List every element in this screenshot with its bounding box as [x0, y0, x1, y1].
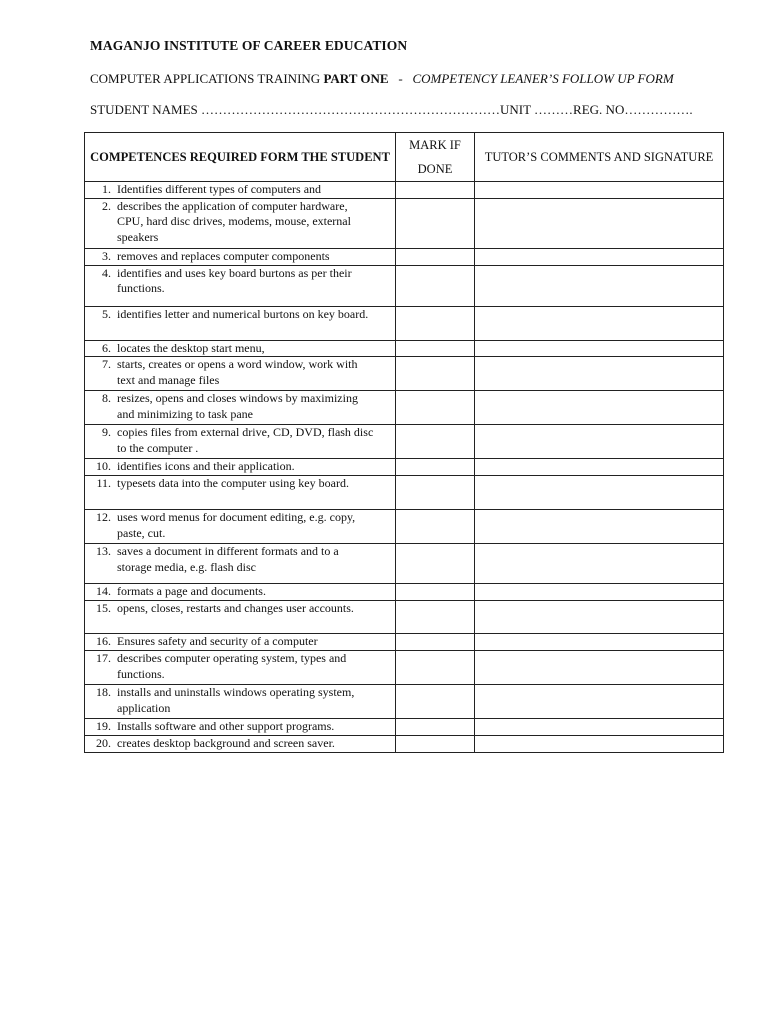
mark-if-done-cell[interactable]: [396, 735, 475, 752]
competency-table: [84, 132, 724, 753]
table-row: [85, 651, 724, 685]
table-row: [85, 425, 724, 459]
mark-if-done-cell[interactable]: [396, 510, 475, 544]
item-number: 17.: [96, 651, 111, 665]
table-header-row: [85, 133, 724, 182]
part-label: PART ONE: [323, 71, 389, 86]
table-row: [85, 340, 724, 357]
mark-if-done-cell[interactable]: [396, 476, 475, 510]
mark-if-done-cell[interactable]: [396, 248, 475, 265]
competence-cell: [85, 544, 396, 584]
competence-cell: [85, 182, 396, 199]
competence-cell: [85, 719, 396, 736]
item-number: 14.: [96, 584, 111, 598]
competence-cell: [85, 425, 396, 459]
mark-if-done-cell[interactable]: [396, 265, 475, 306]
competence-text: saves a document in different formats and to a storage media, e.g. flash disc: [117, 544, 339, 574]
competence-cell: [85, 601, 396, 634]
table-row: [85, 601, 724, 634]
item-number: 20.: [96, 735, 111, 750]
mark-if-done-cell[interactable]: [396, 198, 475, 248]
table-row: [85, 685, 724, 719]
competence-text: describes the application of computer hardware, CPU, hard disc drives, modems, mouse, external speakers: [117, 198, 351, 244]
competence-text: formats a page and documents.: [117, 584, 266, 598]
tutor-comment-cell[interactable]: [475, 544, 724, 584]
tutor-comment-cell[interactable]: [475, 719, 724, 736]
item-number: 9.: [102, 425, 111, 439]
table-row: [85, 265, 724, 306]
competence-cell: [85, 340, 396, 357]
item-number: 4.: [102, 265, 111, 280]
mark-if-done-cell[interactable]: [396, 459, 475, 476]
competence-cell: [85, 510, 396, 544]
competence-text: installs and uninstalls windows operating system, application: [117, 685, 355, 715]
table-row: [85, 391, 724, 425]
table-row: [85, 584, 724, 601]
mark-if-done-cell[interactable]: [396, 391, 475, 425]
mark-if-done-cell[interactable]: [396, 719, 475, 736]
tutor-comment-cell[interactable]: [475, 425, 724, 459]
competence-text: identifies and uses key board burtons as per their functions.: [117, 265, 352, 295]
course-line: [90, 71, 674, 87]
competence-text: identifies letter and numerical burtons on key board.: [117, 306, 369, 321]
student-line: STUDENT NAMES ……………………………………………………………UNIT ………REG. NO…………….: [90, 102, 693, 117]
item-number: 18.: [96, 685, 111, 699]
tutor-comment-cell[interactable]: [475, 182, 724, 199]
mark-if-done-cell[interactable]: [396, 601, 475, 634]
tutor-comment-cell[interactable]: [475, 340, 724, 357]
item-number: 7.: [102, 357, 111, 371]
mark-if-done-cell[interactable]: [396, 340, 475, 357]
item-number: 16.: [96, 634, 111, 648]
tutor-comment-cell[interactable]: [475, 510, 724, 544]
competence-cell: [85, 391, 396, 425]
competence-cell: [85, 198, 396, 248]
tutor-comment-cell[interactable]: [475, 248, 724, 265]
mark-if-done-cell[interactable]: [396, 544, 475, 584]
table-row: [85, 476, 724, 510]
tutor-comment-cell[interactable]: [475, 391, 724, 425]
competence-text: identifies icons and their application.: [117, 459, 295, 473]
competence-text: creates desktop background and screen saver.: [117, 735, 335, 750]
table-row: [85, 198, 724, 248]
competence-text: starts, creates or opens a word window, work with text and manage files: [117, 357, 358, 387]
competence-text: locates the desktop start menu,: [117, 340, 265, 355]
table-row: [85, 735, 724, 752]
item-number: 19.: [96, 719, 111, 733]
competence-cell: [85, 357, 396, 391]
table-row: [85, 634, 724, 651]
item-number: 13.: [96, 544, 111, 558]
tutor-comment-cell[interactable]: [475, 651, 724, 685]
tutor-comment-cell[interactable]: [475, 357, 724, 391]
competence-cell: [85, 685, 396, 719]
table-row: [85, 306, 724, 340]
competence-cell: [85, 476, 396, 510]
tutor-comment-cell[interactable]: [475, 476, 724, 510]
tutor-comment-cell[interactable]: [475, 584, 724, 601]
mark-if-done-cell[interactable]: [396, 306, 475, 340]
competence-cell: [85, 634, 396, 651]
competence-text: resizes, opens and closes windows by maximizing and minimizing to task pane: [117, 391, 358, 421]
tutor-comment-cell[interactable]: [475, 459, 724, 476]
item-number: 5.: [102, 306, 111, 321]
header-tutor-comments: TUTOR’S COMMENTS AND SIGNATURE: [475, 133, 724, 182]
mark-if-done-cell[interactable]: [396, 685, 475, 719]
tutor-comment-cell[interactable]: [475, 265, 724, 306]
item-number: 11.: [96, 476, 111, 490]
item-number: 15.: [96, 601, 111, 615]
item-number: 2.: [102, 198, 111, 213]
tutor-comment-cell[interactable]: [475, 634, 724, 651]
form-name: COMPETENCY LEANER’S FOLLOW UP FORM: [412, 71, 674, 86]
competence-text: describes computer operating system, types and functions.: [117, 651, 347, 681]
competence-cell: [85, 651, 396, 685]
table-row: [85, 248, 724, 265]
institute-title: MAGANJO INSTITUTE OF CAREER EDUCATION: [90, 38, 408, 53]
table-row: [85, 357, 724, 391]
item-number: 3.: [102, 248, 111, 263]
item-number: 10.: [96, 459, 111, 473]
competence-cell: [85, 459, 396, 476]
tutor-comment-cell[interactable]: [475, 685, 724, 719]
item-number: 1.: [102, 182, 111, 196]
competence-cell: [85, 248, 396, 265]
tutor-comment-cell[interactable]: [475, 306, 724, 340]
dash-separator: -: [391, 71, 410, 86]
course-prefix: COMPUTER APPLICATIONS TRAINING: [90, 71, 324, 86]
competence-text: Installs software and other support programs.: [117, 719, 335, 733]
competence-text: opens, closes, restarts and changes user accounts.: [117, 601, 354, 615]
item-number: 12.: [96, 510, 111, 524]
competence-text: Identifies different types of computers and: [117, 182, 322, 196]
mark-if-done-cell[interactable]: [396, 425, 475, 459]
mark-if-done-cell[interactable]: [396, 182, 475, 199]
competence-text: typesets data into the computer using key board.: [117, 476, 349, 490]
competence-cell: [85, 306, 396, 340]
tutor-comment-cell[interactable]: [475, 198, 724, 248]
mark-if-done-cell[interactable]: [396, 357, 475, 391]
mark-if-done-cell[interactable]: [396, 634, 475, 651]
table-row: [85, 544, 724, 584]
table-row: [85, 182, 724, 199]
tutor-comment-cell[interactable]: [475, 735, 724, 752]
table-row: [85, 459, 724, 476]
item-number: 6.: [102, 340, 111, 355]
table-row: [85, 719, 724, 736]
tutor-comment-cell[interactable]: [475, 601, 724, 634]
header-competences: COMPETENCES REQUIRED FORM THE STUDENT: [85, 133, 396, 182]
header-mark-if-done: MARK IF DONE: [396, 133, 475, 182]
mark-if-done-cell[interactable]: [396, 651, 475, 685]
competence-text: Ensures safety and security of a computer: [117, 634, 318, 648]
competence-cell: [85, 265, 396, 306]
competence-cell: [85, 735, 396, 752]
competence-text: uses word menus for document editing, e.g. copy, paste, cut.: [117, 510, 356, 540]
mark-if-done-cell[interactable]: [396, 584, 475, 601]
item-number: 8.: [102, 391, 111, 405]
competence-cell: [85, 584, 396, 601]
competence-text: copies files from external drive, CD, DVD, flash disc to the computer .: [117, 425, 374, 455]
competence-text: removes and replaces computer components: [117, 248, 330, 263]
table-row: [85, 510, 724, 544]
